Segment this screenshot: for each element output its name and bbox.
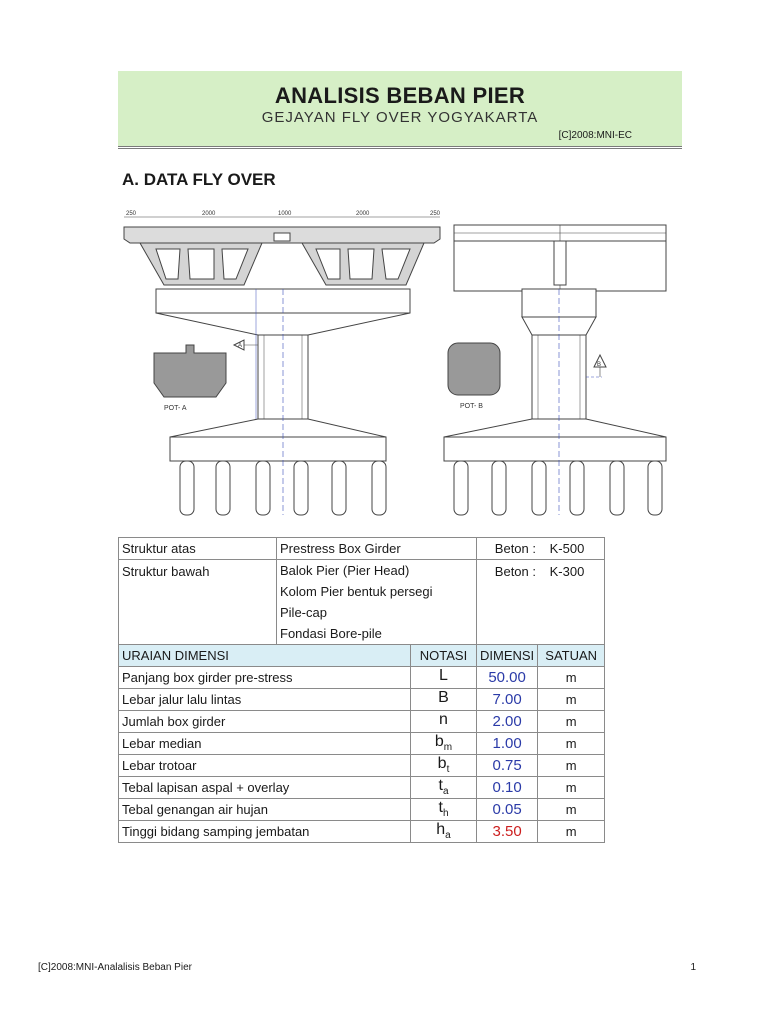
header-banner [118, 71, 682, 147]
symbol-subscript: t [446, 764, 450, 776]
dimensi-value: 1.00 [477, 733, 538, 755]
dimensi-value: 0.75 [477, 755, 538, 777]
dimensi-value: 3.50 [477, 821, 538, 843]
structure-item: Balok Pier (Pier Head) [277, 560, 477, 582]
symbol: b [437, 755, 447, 773]
table-row [119, 733, 605, 755]
symbol-subscript: h [442, 808, 449, 820]
beton-label: Beton : [494, 564, 536, 579]
dimensi-value: 7.00 [477, 689, 538, 711]
symbol: L [439, 667, 448, 685]
dimensi-value: 0.10 [477, 777, 538, 799]
uraian-cell: Jumlah box girder [119, 711, 411, 733]
dim-label: 250 [126, 211, 137, 217]
table-row [119, 799, 605, 821]
notasi-cell [411, 755, 477, 777]
section-title: A. DATA FLY OVER [122, 170, 276, 189]
uraian-cell: Tinggi bidang samping jembatan [119, 821, 411, 843]
uraian-cell: Tebal genangan air hujan [119, 799, 411, 821]
unit-cell: m [538, 667, 605, 689]
notasi-cell [411, 667, 477, 689]
symbol: n [439, 711, 448, 729]
section-a-label: POT- A [164, 405, 187, 412]
symbol: b [434, 733, 444, 751]
symbol-subscript: a [442, 786, 449, 798]
symbol: t [438, 799, 443, 817]
beton-label: Beton : [494, 541, 536, 556]
uraian-cell: Tebal lapisan aspal + overlay [119, 777, 411, 799]
beton-cell [477, 538, 605, 560]
structure-item: Kolom Pier bentuk persegi [277, 581, 477, 602]
unit-cell: m [538, 755, 605, 777]
notasi-cell [411, 689, 477, 711]
header-uraian: URAIAN DIMENSI [119, 645, 411, 667]
table-row [119, 538, 605, 560]
structure-value: Prestress Box Girder [277, 538, 477, 560]
unit-cell: m [538, 711, 605, 733]
section-marker-a: A [238, 343, 243, 349]
page-subtitle: GEJAYAN FLY OVER YOGYAKARTA [261, 109, 539, 126]
unit-cell: m [538, 799, 605, 821]
notasi-cell [411, 733, 477, 755]
header-notasi: NOTASI [411, 645, 477, 667]
dimensi-value: 50.00 [477, 667, 538, 689]
uraian-cell: Lebar jalur lalu lintas [119, 689, 411, 711]
dim-label: 1000 [278, 211, 292, 217]
data-table [118, 537, 605, 843]
symbol: B [438, 689, 449, 707]
dimensi-value: 2.00 [477, 711, 538, 733]
page-number: 1 [690, 962, 696, 973]
unit-cell: m [538, 689, 605, 711]
symbol: t [438, 777, 443, 795]
unit-cell: m [538, 733, 605, 755]
structure-label: Struktur atas [119, 538, 277, 560]
header-divider [118, 148, 682, 149]
pier-drawing [118, 205, 678, 525]
table-row [119, 755, 605, 777]
section-marker-b: B [597, 362, 602, 368]
dimensi-value: 0.05 [477, 799, 538, 821]
table-row [119, 667, 605, 689]
header-dimensi: DIMENSI [477, 645, 538, 667]
unit-cell: m [538, 821, 605, 843]
uraian-cell: Lebar trotoar [119, 755, 411, 777]
copyright-code: [C]2008:MNI-EC [558, 130, 632, 141]
table-row [119, 689, 605, 711]
header-satuan: SATUAN [538, 645, 605, 667]
uraian-cell: Lebar median [119, 733, 411, 755]
section-b-label: POT- B [460, 403, 483, 410]
symbol: h [436, 821, 446, 839]
dim-label: 2000 [356, 211, 370, 217]
table-header-row [119, 645, 605, 667]
notasi-cell [411, 799, 477, 821]
structure-item: Fondasi Bore-pile [277, 623, 477, 645]
dim-label: 2000 [202, 211, 216, 217]
beton-cell [477, 560, 605, 645]
dim-label: 250 [430, 211, 441, 217]
footer-text: [C]2008:MNI-Analalisis Beban Pier [38, 962, 192, 973]
table-row [119, 777, 605, 799]
beton-value: K-300 [549, 564, 585, 579]
structure-item: Pile-cap [277, 602, 477, 623]
notasi-cell [411, 711, 477, 733]
notasi-cell [411, 777, 477, 799]
uraian-cell: Panjang box girder pre-stress [119, 667, 411, 689]
beton-value: K-500 [549, 541, 585, 556]
symbol-subscript: a [445, 830, 451, 842]
table-row [119, 711, 605, 733]
page-title: ANALISIS BEBAN PIER [274, 83, 526, 108]
unit-cell: m [538, 777, 605, 799]
table-row [119, 821, 605, 843]
table-row [119, 560, 605, 582]
notasi-cell [411, 821, 477, 843]
symbol-subscript: m [443, 742, 453, 754]
structure-label: Struktur bawah [119, 560, 277, 645]
